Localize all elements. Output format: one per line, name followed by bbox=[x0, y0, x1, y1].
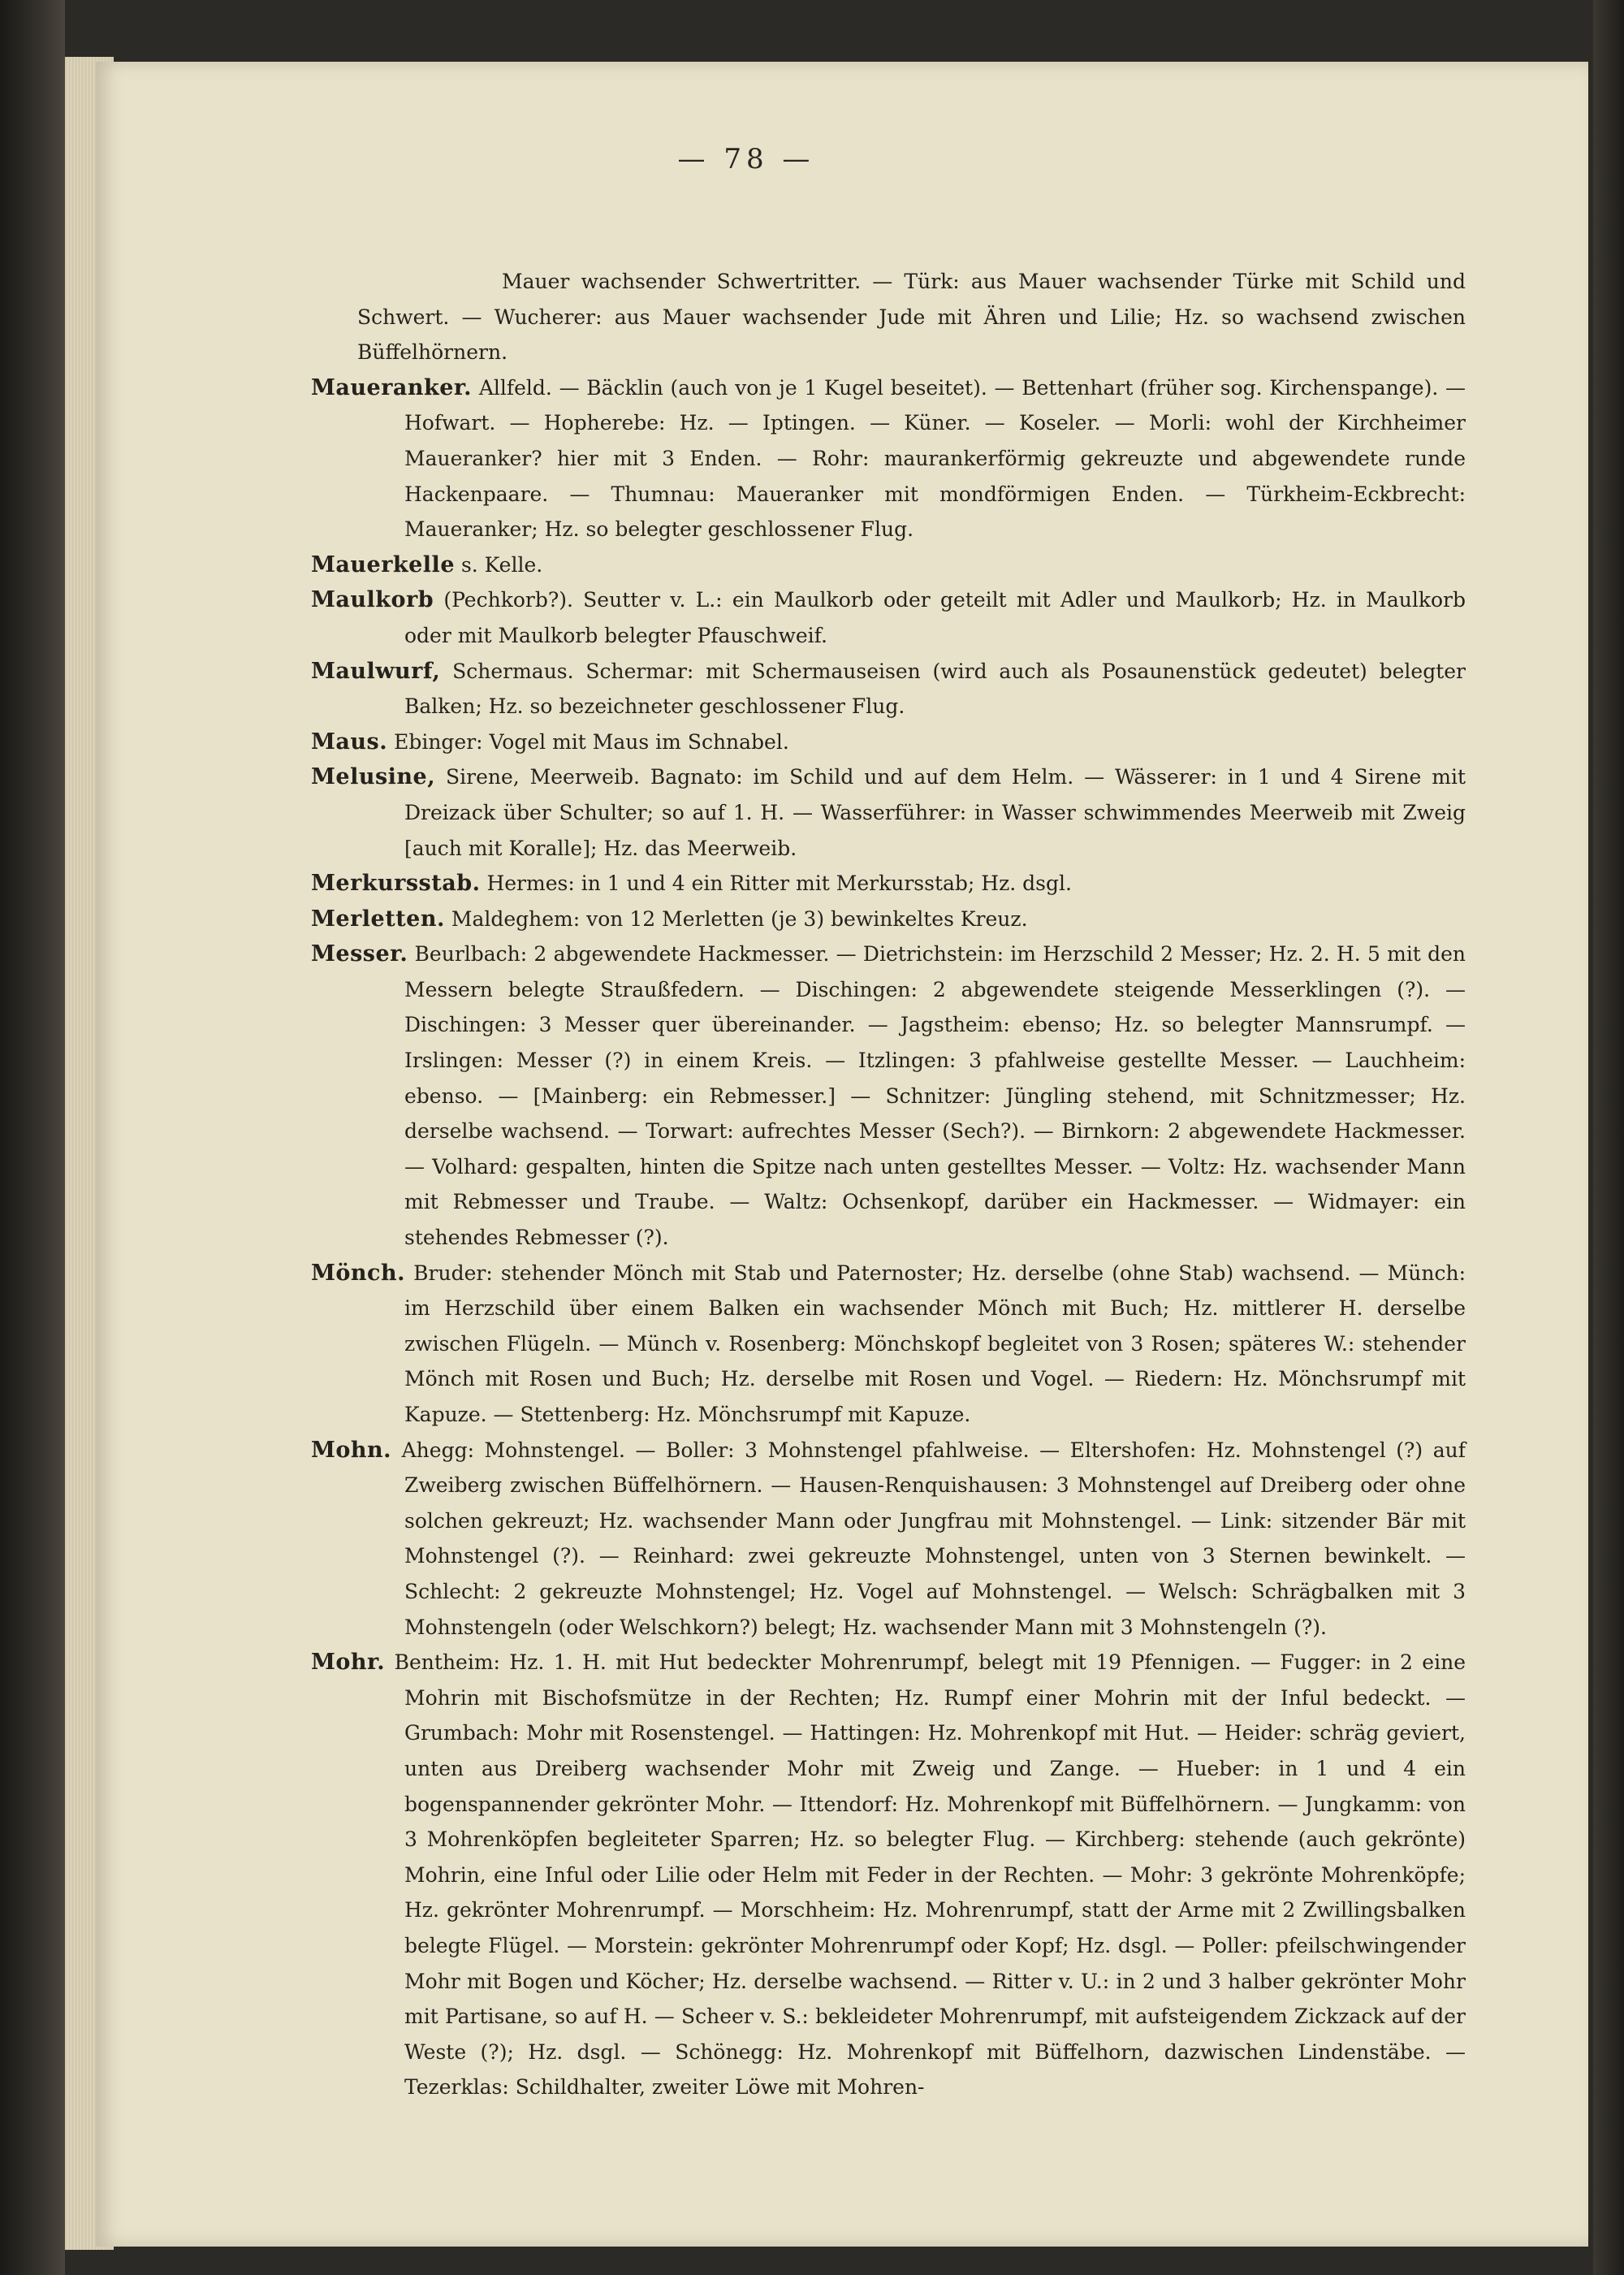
entry-mohr bbox=[311, 1645, 1466, 2105]
entry-maueranker bbox=[311, 370, 1466, 547]
entry-maulkorb bbox=[311, 582, 1466, 653]
page-number: — 78 — bbox=[677, 143, 815, 175]
entry-headword: Melusine, bbox=[311, 764, 436, 790]
entry-merletten bbox=[311, 902, 1466, 937]
page-text bbox=[311, 264, 1466, 2105]
right-binding-edge bbox=[1593, 0, 1624, 2275]
entry-headword: Mauerkelle bbox=[311, 551, 455, 577]
entry-messer bbox=[311, 936, 1466, 1255]
entry-text: Bruder: stehender Mönch mit Stab und Paternoster; Hz. derselbe (ohne Stab) wachsend. — Münch: im Herzschild über einem Balken ein wachsender Mönch mit Buch; Hz. mittlerer H. derselbe zwischen Flügeln. — Münch v. Rosenberg: Mönchskopf begleitet von 3 Rosen; späteres W.: stehender Mönch mit Rosen und Buch; Hz. derselbe mit Rosen und Vogel. — Riedern: Hz. Mönchsrumpf mit Kapuze. — Stettenberg: Hz. Mönchsrumpf mit Kapuze. bbox=[404, 1261, 1466, 1426]
entry-text: (Pechkorb?). Seutter v. L.: ein Maulkorb oder geteilt mit Adler und Maulkorb; Hz. in Maulkorb oder mit Maulkorb belegter Pfauschweif. bbox=[404, 588, 1466, 647]
entry-text: Hermes: in 1 und 4 ein Ritter mit Merkursstab; Hz. dsgl. bbox=[486, 872, 1072, 896]
entry-text: Ebinger: Vogel mit Maus im Schnabel. bbox=[394, 729, 789, 754]
entry-headword: Messer. bbox=[311, 941, 408, 967]
entry-text: Mauer wachsender Schwertritter. — Türk: aus Mauer wachsender Türke mit Schild und Schwert. — Wucherer: aus Mauer wachsender Jude mit Ähren und Lilie; Hz. so wachsend zwischen Büffelhörnern. bbox=[357, 270, 1466, 365]
entry-text: Ahegg: Mohnstengel. — Boller: 3 Mohnstengel pfahlweise. — Eltershofen: Hz. Mohnstengel (?) auf Zweiberg zwischen Büffelhörnern. — Hausen-Renquishausen: 3 Mohnstengel auf Dreiberg oder ohne solchen gekreuzt; Hz. wachsender Mann oder Jungfrau mit Mohnstengel. — Link: sitzender Bär mit Mohnstengel (?). — Reinhard: zwei gekreuzte Mohnstengel, unten von 3 Sternen bewinkelt. — Schlecht: 2 gekreuzte Mohnstengel; Hz. Vogel auf Mohnstengel. — Welsch: Schrägbalken mit 3 Mohnstengeln (oder Welschkorn?) belegt; Hz. wachsender Mann mit 3 Mohnstengeln (?). bbox=[401, 1438, 1466, 1639]
entry-text: Bentheim: Hz. 1. H. mit Hut bedeckter Mohrenrumpf, belegt mit 19 Pfennigen. — Fugger: in 2 eine Mohrin mit Bischofsmütze in der Rechten; Hz. Rumpf einer Mohrin mit der Inful bedeckt. — Grumbach: Mohr mit Rosenstengel. — Hattingen: Hz. Mohrenkopf mit Hut. — Heider: schräg geviert, unten aus Dreiberg wachsender Mohr mit Zweig und Zange. — Hueber: in 1 und 4 ein bogenspannender gekrönter Mohr. — Ittendorf: Hz. Mohrenkopf mit Büffelhörnern. — Jungkamm: von 3 Mohrenköpfen begleiteter Sparren; Hz. so belegter Flug. — Kirchberg: stehende (auch gekrönte) Mohrin, eine Inful oder Lilie oder Helm mit Feder in der Rechten. — Mohr: 3 gekrönte Mohrenköpfe; Hz. gekrönter Mohrenrumpf. — Morschheim: Hz. Mohrenrumpf, statt der Arme mit 2 Zwillingsbalken belegte Flügel. — Morstein: gekrönter Mohrenrumpf oder Kopf; Hz. dsgl. — Poller: pfeilschwingender Mohr mit Bogen und Köcher; Hz. derselbe wachsend. — Ritter v. U.: in 2 und 3 halber gekrönter Mohr mit Partisane, so auf H. — Scheer v. S.: bekleideter Mohrenrumpf, mit aufsteigendem Zickzack auf der Weste (?); Hz. dsgl. — Schönegg: Hz. Mohrenkopf mit Büffelhorn, dazwischen Lindenstäbe. — Tezerklas: Schildhalter, zweiter Löwe mit Mohren- bbox=[394, 1650, 1466, 2100]
entry-headword: Maus. bbox=[311, 729, 388, 755]
entry-mauerkelle bbox=[311, 547, 1466, 583]
entry-headword: Mohn. bbox=[311, 1437, 392, 1463]
entry-text: Beurlbach: 2 abgewendete Hackmesser. — Dietrichstein: im Herzschild 2 Messer; Hz. 2. H. 5 mit den Messern belegte Straußfedern. — Dischingen: 2 abgewendete steigende Messerklingen (?). — Dischingen: 3 Messer quer übereinander. — Jagstheim: ebenso; Hz. so belegter Mannsrumpf. — Irslingen: Messer (?) in einem Kreis. — Itzlingen: 3 pfahlweise gestellte Messer. — Lauchheim: ebenso. — [Mainberg: ein Rebmesser.] — Schnitzer: Jüngling stehend, mit Schnitzmesser; Hz. derselbe wachsend. — Torwart: aufrechtes Messer (Sech?). — Birnkorn: 2 abgewendete Hackmesser. — Volhard: gespalten, hinten die Spitze nach unten gestelltes Messer. — Voltz: Hz. wachsender Mann mit Rebmesser und Traube. — Waltz: Ochsenkopf, darüber ein Hackmesser. — Widmayer: ein stehendes Rebmesser (?). bbox=[404, 942, 1466, 1250]
entry-mohn bbox=[311, 1433, 1466, 1646]
entry-headword: Maulkorb bbox=[311, 587, 434, 613]
entry-headword: Merkursstab. bbox=[311, 871, 481, 897]
entry-text: Maldeghem: von 12 Merletten (je 3) bewinkeltes Kreuz. bbox=[451, 906, 1028, 931]
entry-headword: Maueranker. bbox=[311, 374, 473, 400]
entry-text: Schermaus. Schermar: mit Schermauseisen (wird auch als Posaunenstück gedeutet) belegter Balken; Hz. so bezeichneter geschlossener Flug. bbox=[404, 659, 1466, 719]
entry-headword: Maulwurf, bbox=[311, 658, 441, 684]
entry-text: s. Kelle. bbox=[460, 552, 543, 577]
entry-headword: Mohr. bbox=[311, 1650, 386, 1676]
entry-text: Sirene, Meerweib. Bagnato: im Schild und auf dem Helm. — Wässerer: in 1 und 4 Sirene mit Dreizack über Schulter; so auf 1. H. — Wasserführer: in Wasser schwimmendes Meerweib mit Zweig [auch mit Koralle]; Hz. das Meerweib. bbox=[404, 765, 1466, 860]
entry-melusine bbox=[311, 759, 1466, 866]
entry-headword: Merletten. bbox=[311, 906, 445, 932]
entry-merkursstab bbox=[311, 866, 1466, 902]
entry-maus bbox=[311, 724, 1466, 760]
entry-continuation bbox=[357, 264, 1466, 370]
entry-moench bbox=[311, 1256, 1466, 1433]
entry-text: Allfeld. — Bäcklin (auch von je 1 Kugel beseitet). — Bettenhart (früher sog. Kirchenspange). — Hofwart. — Hopherebe: Hz. — Iptingen. — Küner. — Koseler. — Morli: wohl der Kirchheimer Maueranker? hier mit 3 Enden. — Rohr: maurankerförmig gekreuzte und abgewendete runde Hackenpaare. — Thumnau: Maueranker mit mondförmigen Enden. — Türkheim-Eckbrecht: Maueranker; Hz. so belegter geschlossener Flug. bbox=[404, 375, 1466, 542]
entry-maulwurf bbox=[311, 654, 1466, 724]
book-binding bbox=[0, 0, 65, 2275]
entry-headword: Mönch. bbox=[311, 1260, 405, 1286]
